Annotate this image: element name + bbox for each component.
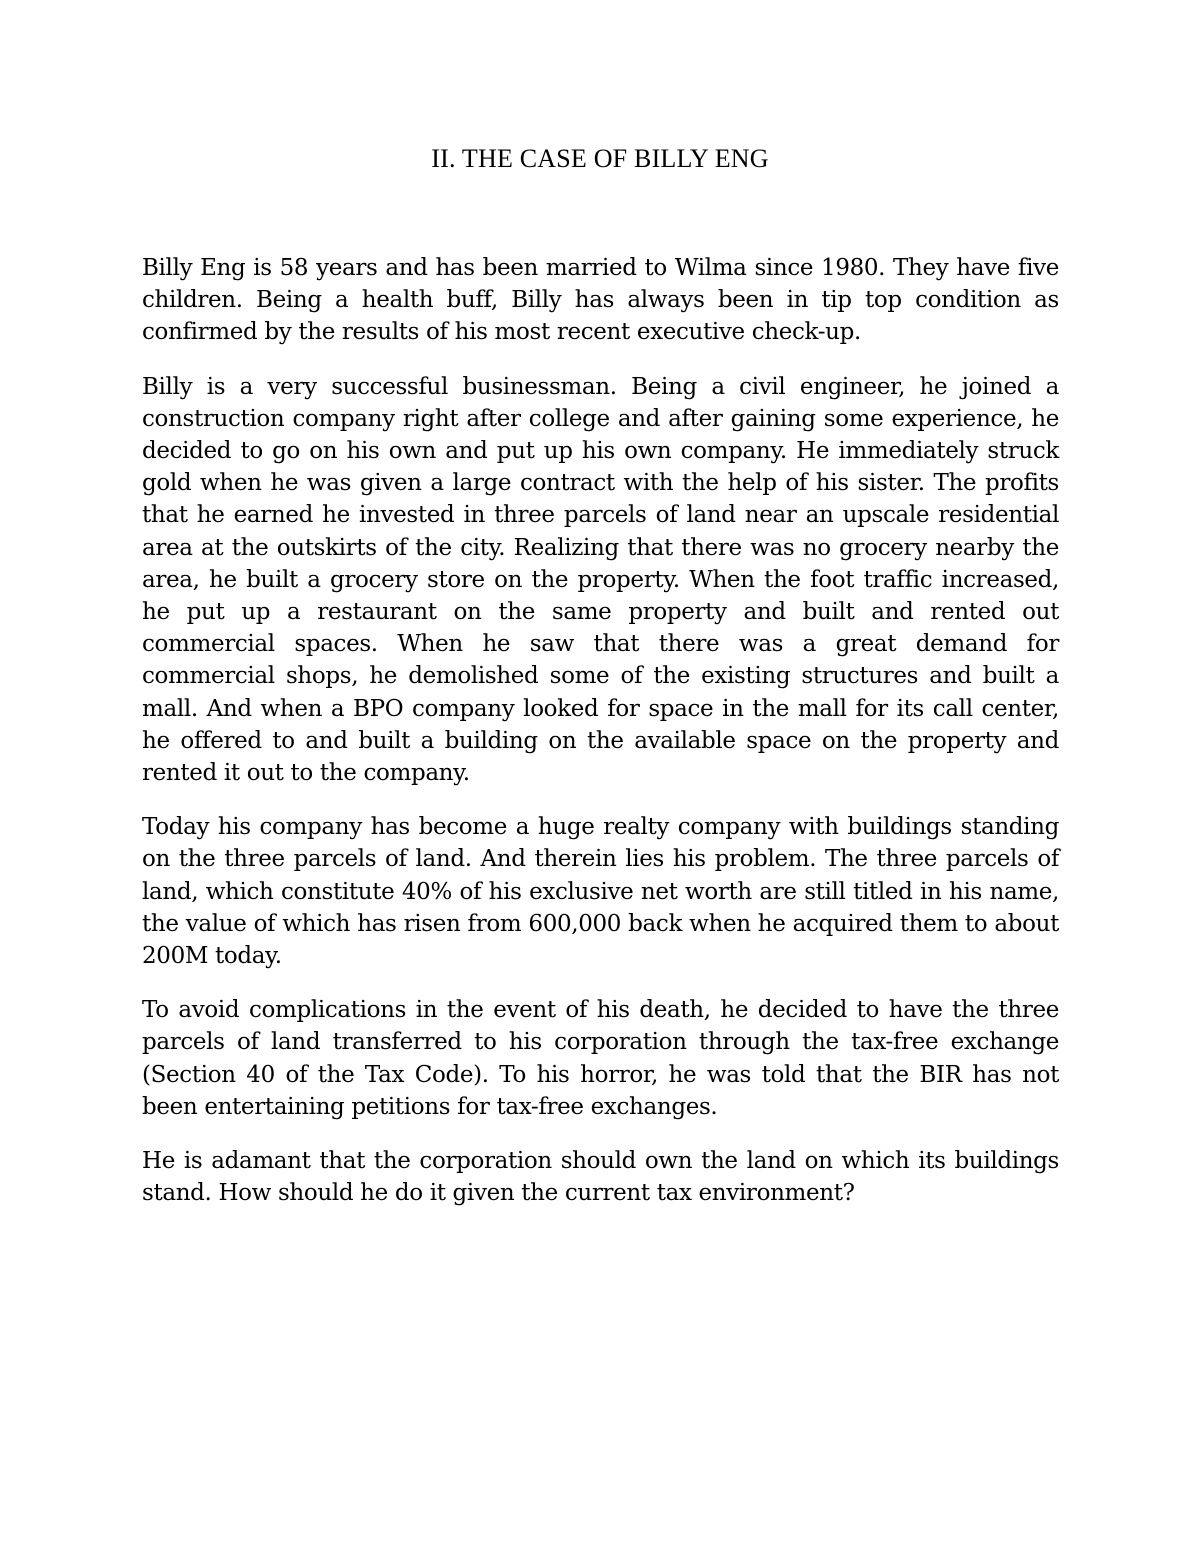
paragraph-question: He is adamant that the corporation should own the land on which its buildings stand. How should he do it given the current tax environment? [142, 1148, 1059, 1207]
case-body [142, 252, 1059, 1231]
paragraph-background: Billy Eng is 58 years and has been married to Wilma since 1980. They have five children. Being a health buff, Billy has always been in tip top condition as confirmed by the results of his most recent executive check-up. [142, 255, 1059, 346]
paragraph-problem: Today his company has become a huge realty company with buildings standing on the three parcels of land. And therein lies his problem. The three parcels of land, which constitute 40% of his exclusive net worth are still titled in his name, the value of which has risen from 600,000 back when he acquired them to about 200M today. [142, 814, 1059, 970]
paragraph-tax-free-exchange: To avoid complications in the event of his death, he decided to have the three parcels of land transferred to his corporation through the tax-free exchange (Section 40 of the Tax Code). To his horror, he was told that the BIR has not been entertaining petitions for tax-free exchanges. [142, 997, 1059, 1120]
paragraph-business-history: Billy is a very successful businessman. Being a civil engineer, he joined a construction company right after college and after gaining some experience, he decided to go on his own and put up his own company. He immediately struck gold when he was given a large contract with the help of his sister. The profits that he earned he invested in three parcels of land near an upscale residential area at the outskirts of the city. Realizing that there was no grocery nearby the area, he built a grocery store on the property. When the foot traffic increased, he put up a restaurant on the same property and built and rented out commercial spaces. When he saw that there was a great demand for commercial shops, he demolished some of the existing structures and built a mall. And when a BPO company looked for space in the mall for its call center, he offered to and built a building on the available space on the property and rented it out to the company. [142, 373, 1059, 787]
case-title: II. THE CASE OF BILLY ENG [431, 144, 769, 173]
